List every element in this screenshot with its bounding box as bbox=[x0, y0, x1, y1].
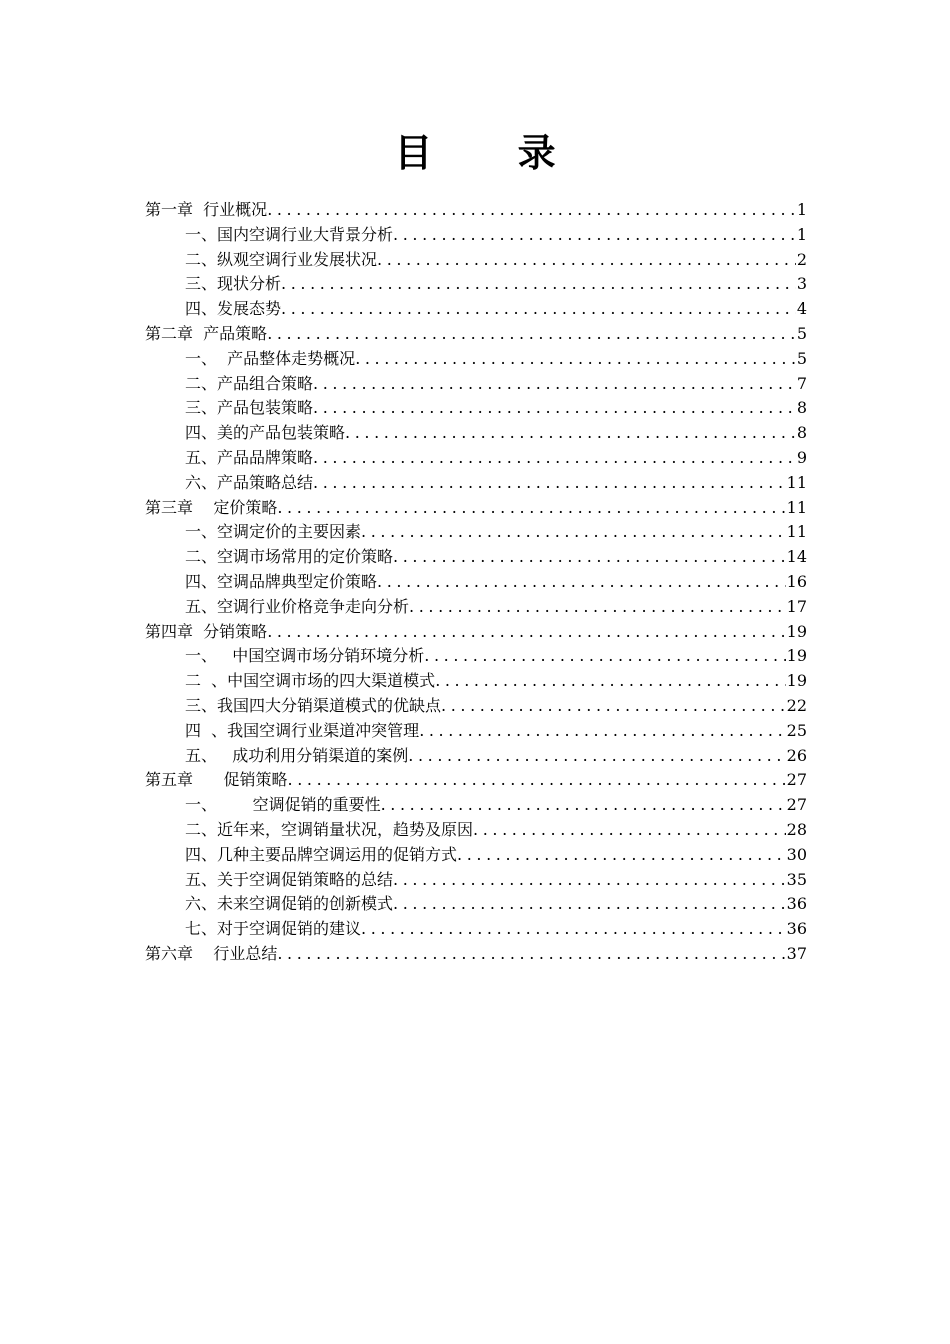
toc-dot-leader bbox=[313, 372, 796, 397]
toc-page-number: 14 bbox=[786, 547, 807, 567]
toc-chapter-entry[interactable] bbox=[145, 768, 807, 793]
toc-page-number: 8 bbox=[796, 398, 807, 418]
toc-page-number: 28 bbox=[786, 819, 807, 839]
toc-entry-label: 一、国内空调行业大背景分析 bbox=[185, 224, 394, 244]
toc-page-number: 30 bbox=[786, 844, 807, 864]
toc-list bbox=[145, 198, 807, 967]
toc-page-number: 25 bbox=[786, 720, 807, 740]
toc-section-entry[interactable] bbox=[145, 644, 807, 669]
toc-entry-label: 一、 空调促销的重要性 bbox=[185, 795, 381, 815]
toc-page-number: 16 bbox=[786, 571, 807, 591]
toc-dot-leader bbox=[377, 248, 796, 273]
toc-section-entry[interactable] bbox=[145, 223, 807, 248]
toc-dot-leader bbox=[345, 421, 796, 446]
toc-dot-leader bbox=[267, 620, 785, 645]
toc-entry-label: 第四章 分销策略 bbox=[145, 621, 268, 641]
toc-dot-leader bbox=[281, 297, 796, 322]
toc-page-number: 19 bbox=[786, 671, 807, 691]
toc-entry-label: 五、 成功利用分销渠道的案例 bbox=[185, 745, 409, 765]
toc-entry-label: 二、纵观空调行业发展状况 bbox=[185, 249, 378, 269]
toc-section-entry[interactable] bbox=[145, 297, 807, 322]
toc-page-number: 19 bbox=[786, 621, 807, 641]
toc-entry-label: 六、未来空调促销的创新模式 bbox=[185, 894, 394, 914]
toc-entry-label: 四、发展态势 bbox=[185, 299, 282, 319]
toc-entry-label: 第一章 行业概况 bbox=[145, 200, 268, 219]
toc-dot-leader bbox=[361, 520, 786, 545]
toc-page-number: 9 bbox=[796, 447, 807, 467]
toc-section-entry[interactable] bbox=[145, 669, 807, 694]
toc-section-entry[interactable] bbox=[145, 843, 807, 868]
toc-entry-label: 二、空调市场常用的定价策略 bbox=[185, 547, 394, 567]
toc-page-number: 11 bbox=[786, 472, 807, 492]
toc-entry-label: 七、对于空调促销的建议 bbox=[185, 919, 362, 939]
toc-chapter-entry[interactable] bbox=[145, 942, 807, 967]
toc-dot-leader bbox=[473, 818, 786, 843]
toc-page-number: 19 bbox=[786, 646, 807, 666]
toc-entry-label: 五、空调行业价格竞争走向分析 bbox=[185, 596, 410, 616]
toc-section-entry[interactable] bbox=[145, 396, 807, 421]
toc-page-number: 1 bbox=[796, 224, 807, 244]
toc-section-entry[interactable] bbox=[145, 421, 807, 446]
toc-chapter-entry[interactable] bbox=[145, 198, 807, 223]
toc-entry-label: 三、我国四大分销渠道模式的优缺点 bbox=[185, 695, 442, 715]
toc-page-number: 27 bbox=[786, 795, 807, 815]
toc-dot-leader bbox=[393, 868, 786, 893]
toc-dot-leader bbox=[267, 322, 796, 347]
toc-section-entry[interactable] bbox=[145, 446, 807, 471]
toc-dot-leader bbox=[393, 223, 796, 248]
toc-section-entry[interactable] bbox=[145, 818, 807, 843]
toc-dot-leader bbox=[313, 471, 786, 496]
toc-section-entry[interactable] bbox=[145, 868, 807, 893]
toc-page-number: 1 bbox=[796, 200, 807, 219]
toc-entry-label: 二、产品组合策略 bbox=[185, 373, 314, 393]
toc-entry-label: 四、几种主要品牌空调运用的促销方式 bbox=[185, 844, 458, 864]
toc-chapter-entry[interactable] bbox=[145, 322, 807, 347]
toc-entry-label: 四、美的产品包装策略 bbox=[185, 423, 346, 443]
toc-dot-leader bbox=[313, 446, 796, 471]
toc-page-number: 35 bbox=[786, 869, 807, 889]
toc-dot-leader bbox=[381, 793, 786, 818]
toc-entry-label: 五、产品品牌策略 bbox=[185, 447, 314, 467]
toc-dot-leader bbox=[377, 570, 786, 595]
toc-page-number: 37 bbox=[786, 943, 807, 963]
toc-page-number: 11 bbox=[786, 522, 807, 542]
toc-section-entry[interactable] bbox=[145, 471, 807, 496]
toc-entry-label: 第三章 定价策略 bbox=[145, 497, 278, 517]
toc-page-number: 7 bbox=[796, 373, 807, 393]
toc-dot-leader bbox=[457, 843, 786, 868]
toc-entry-label: 第二章 产品策略 bbox=[145, 323, 268, 343]
toc-dot-leader bbox=[424, 644, 785, 669]
toc-chapter-entry[interactable] bbox=[145, 496, 807, 521]
toc-entry-label: 二 、中国空调市场的四大渠道模式 bbox=[185, 671, 436, 691]
toc-entry-label: 第五章 促销策略 bbox=[145, 770, 288, 790]
toc-dot-leader bbox=[313, 396, 796, 421]
toc-section-entry[interactable] bbox=[145, 545, 807, 570]
toc-page-number: 17 bbox=[786, 596, 807, 616]
toc-page-number: 22 bbox=[786, 695, 807, 715]
toc-entry-label: 二、近年来，空调销量状况，趋势及原因 bbox=[185, 819, 474, 839]
toc-section-entry[interactable] bbox=[145, 892, 807, 917]
toc-section-entry[interactable] bbox=[145, 570, 807, 595]
toc-dot-leader bbox=[288, 768, 786, 793]
toc-entry-label: 四、空调品牌典型定价策略 bbox=[185, 571, 378, 591]
toc-page-number: 3 bbox=[796, 274, 807, 294]
toc-entry-label: 一、 中国空调市场分销环境分析 bbox=[185, 646, 425, 666]
toc-dot-leader bbox=[408, 744, 785, 769]
toc-section-entry[interactable] bbox=[145, 347, 807, 372]
toc-page-number: 2 bbox=[796, 249, 807, 269]
toc-dot-leader bbox=[355, 347, 796, 372]
toc-dot-leader bbox=[435, 669, 785, 694]
toc-title: 目 录 bbox=[394, 130, 592, 175]
toc-entry-label: 五、关于空调促销策略的总结 bbox=[185, 869, 394, 889]
toc-page-number: 36 bbox=[786, 894, 807, 914]
toc-section-entry[interactable] bbox=[145, 719, 807, 744]
toc-dot-leader bbox=[277, 496, 785, 521]
toc-section-entry[interactable] bbox=[145, 248, 807, 273]
toc-entry-label: 三、产品包装策略 bbox=[185, 398, 314, 418]
toc-entry-label: 第六章 行业总结 bbox=[145, 943, 278, 963]
toc-page-number: 4 bbox=[796, 299, 807, 319]
toc-entry-label: 四 、我国空调行业渠道冲突管理 bbox=[185, 720, 420, 740]
toc-dot-leader bbox=[277, 942, 785, 967]
toc-entry-label: 一、空调定价的主要因素 bbox=[185, 522, 362, 542]
toc-dot-leader bbox=[409, 595, 786, 620]
toc-dot-leader bbox=[419, 719, 785, 744]
toc-section-entry[interactable] bbox=[145, 595, 807, 620]
toc-dot-leader bbox=[281, 272, 796, 297]
toc-entry-label: 一、 产品整体走势概况 bbox=[185, 348, 356, 368]
toc-dot-leader bbox=[441, 694, 786, 719]
toc-section-entry[interactable] bbox=[145, 372, 807, 397]
toc-page-number: 5 bbox=[796, 348, 807, 368]
toc-dot-leader bbox=[393, 892, 786, 917]
toc-entry-label: 三、现状分析 bbox=[185, 274, 282, 294]
toc-dot-leader bbox=[393, 545, 786, 570]
toc-dot-leader bbox=[267, 198, 796, 223]
toc-section-entry[interactable] bbox=[145, 744, 807, 769]
toc-section-entry[interactable] bbox=[145, 793, 807, 818]
toc-entry-label: 六、产品策略总结 bbox=[185, 472, 314, 492]
toc-page-number: 11 bbox=[786, 497, 807, 517]
toc-section-entry[interactable] bbox=[145, 917, 807, 942]
toc-section-entry[interactable] bbox=[145, 272, 807, 297]
toc-chapter-entry[interactable] bbox=[145, 620, 807, 645]
toc-page-number: 27 bbox=[786, 770, 807, 790]
toc-dot-leader bbox=[361, 917, 786, 942]
toc-page-number: 8 bbox=[796, 423, 807, 443]
toc-page-number: 36 bbox=[786, 919, 807, 939]
toc-page-number: 5 bbox=[796, 323, 807, 343]
toc-section-entry[interactable] bbox=[145, 694, 807, 719]
toc-section-entry[interactable] bbox=[145, 520, 807, 545]
toc-page-number: 26 bbox=[786, 745, 807, 765]
